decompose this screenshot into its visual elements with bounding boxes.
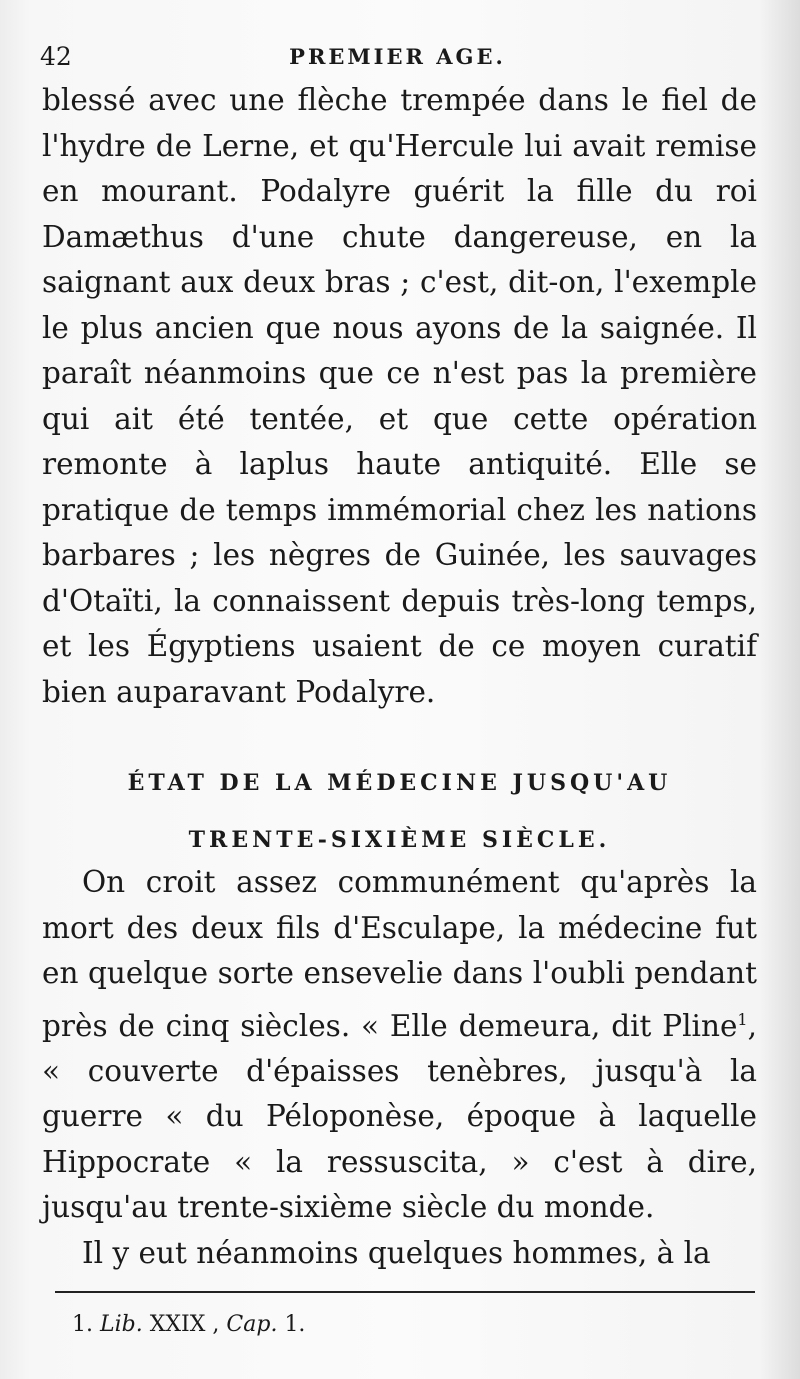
page-number: 42 bbox=[40, 42, 72, 71]
running-head: PREMIER AGE. bbox=[289, 44, 506, 69]
paragraph-3: Il y eut néanmoins quelques hommes, à la bbox=[82, 1235, 711, 1270]
paragraph-2-part-1: On croit assez communément qu'après la mort des deux fils d'Esculape, la médecine fut en quelque sorte ensevelie dans l'oubli pendant près de cinq siècles. « Elle demeura, dit Pline bbox=[42, 865, 757, 1043]
footnote bbox=[72, 1312, 305, 1337]
footnote-number: 1. bbox=[72, 1312, 93, 1337]
footnote-lib-value: XXIX , bbox=[149, 1312, 220, 1337]
page-header bbox=[40, 42, 755, 78]
section-heading bbox=[42, 755, 757, 869]
paragraph-1: blessé avec une flèche trempée dans le fiel de l'hydre de Lerne, et qu'Hercule lui avait remise en mourant. Podalyre guérit la fille du roi Damæthus d'une chute dangereuse, en la saignant aux deux bras ; c'est, dit-on, l'exemple le plus ancien que nous ayons de la saignée. Il paraît néanmoins que ce n'est pas la première qui ait été tentée, et que cette opération remonte à laplus haute antiquité. Elle se pratique de temps immémorial chez les nations barbares ; les nègres de Guinée, les sauvages d'Otaïti, la connaissent depuis très-long temps, et les Égyptiens usaient de ce moyen curatif bien auparavant Podalyre. bbox=[42, 83, 757, 709]
paragraph-2-part-2: , « couverte d'épaisses tenèbres, jusqu'à la guerre « du Péloponèse, époque à laquelle Hippocrate « la ressuscita, » c'est à dire, jusqu'au trente-sixième siècle du monde. bbox=[42, 1008, 757, 1225]
footnote-cap-label: Cap. bbox=[226, 1312, 278, 1337]
section-heading-line-2: TRENTE-SIXIÈME SIÈCLE. bbox=[188, 827, 611, 853]
text-block-section bbox=[42, 860, 757, 1276]
paragraph-2 bbox=[42, 860, 757, 1231]
text-block-continuation bbox=[42, 78, 757, 715]
footnote-rule bbox=[55, 1291, 755, 1293]
footnote-lib-label: Lib. bbox=[100, 1312, 143, 1337]
footnote-ref: 1 bbox=[737, 1009, 748, 1029]
footnote-cap-value: 1. bbox=[284, 1312, 306, 1337]
section-heading-line-1: ÉTAT DE LA MÉDECINE JUSQU'AU bbox=[127, 770, 672, 796]
